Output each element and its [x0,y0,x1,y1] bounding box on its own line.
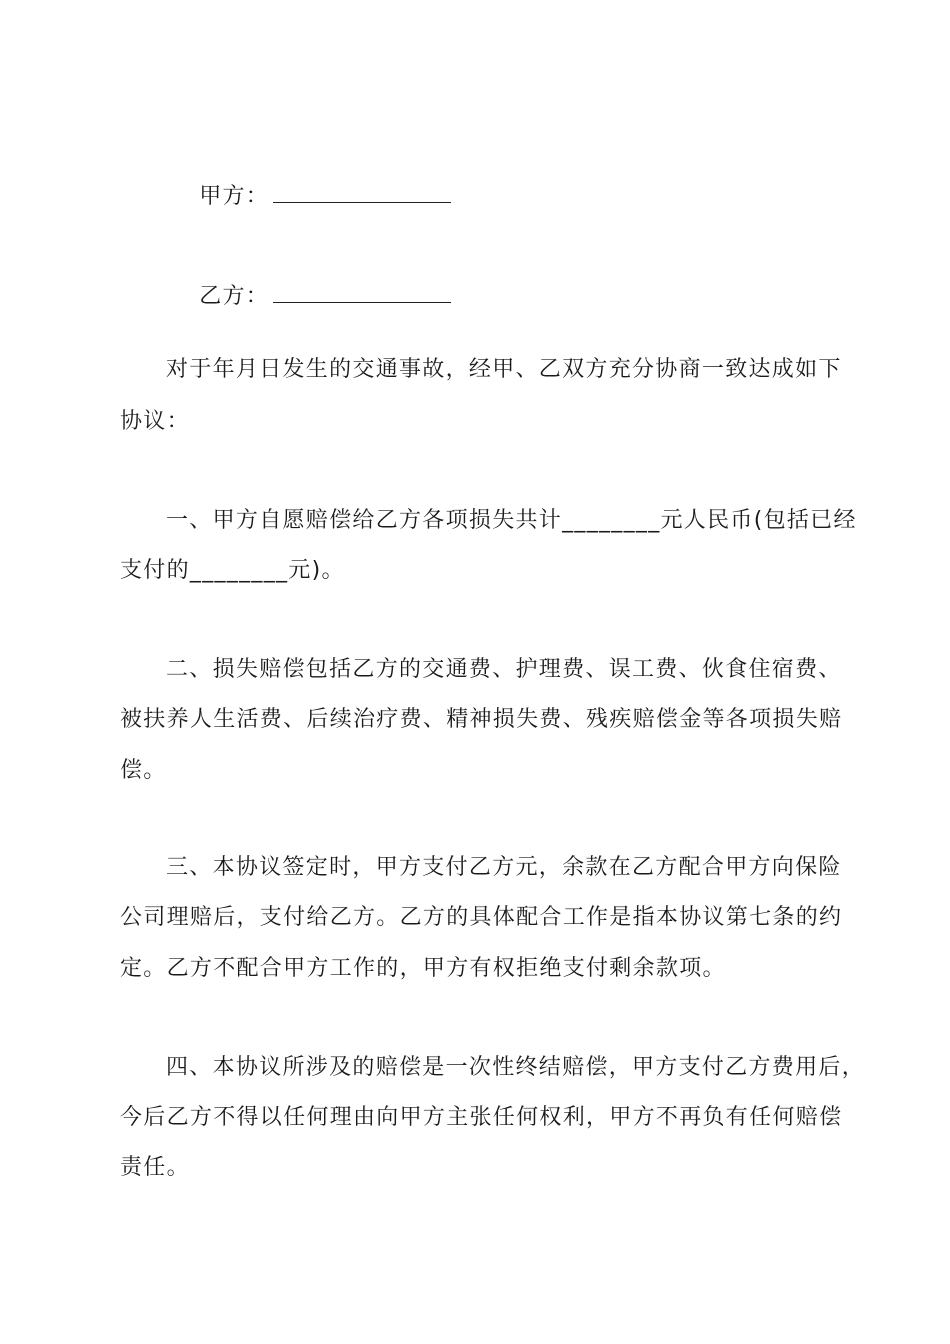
party-a-label: 甲方： [199,184,270,209]
party-a-line [166,158,451,236]
clause-2-line-2: 被扶养人生活费、后续治疗费、精神损失费、残疾赔偿金等各项损失赔 [120,707,843,732]
party-b-label: 乙方： [199,284,270,309]
clause-3-line-1: 三、本协议签定时，甲方支付乙方元，余款在乙方配合甲方向保险 [166,855,842,880]
intro-line-2: 协议： [120,409,190,434]
clause-3-line-3: 定。乙方不配合甲方工作的，甲方有权拒绝支付剩余款项。 [120,956,726,981]
clause-3-line-2: 公司理赔后，支付给乙方。乙方的具体配合工作是指本协议第七条的约 [120,905,843,930]
clause-4-line-3: 责任。 [120,1155,190,1180]
clause-1-line-1: 一、甲方自愿赔偿给乙方各项损失共计________元人民币(包括已经 [166,508,857,533]
clause-2-line-1: 二、损失赔偿包括乙方的交通费、护理费、误工费、伙食住宿费、 [166,657,842,682]
party-a-blank [273,184,451,203]
party-b-blank [273,284,451,303]
party-b-line [166,258,451,336]
clause-2-line-3: 偿。 [120,758,167,783]
clause-1-line-2: 支付的________元)。 [120,558,345,583]
clause-4-line-1: 四、本协议所涉及的赔偿是一次性终结赔偿，甲方支付乙方费用后， [166,1055,866,1080]
clause-4-line-2: 今后乙方不得以任何理由向甲方主张任何权利，甲方不再负有任何赔偿 [120,1105,843,1130]
intro-line-1: 对于年月日发生的交通事故，经甲、乙双方充分协商一致达成如下 [166,357,842,382]
